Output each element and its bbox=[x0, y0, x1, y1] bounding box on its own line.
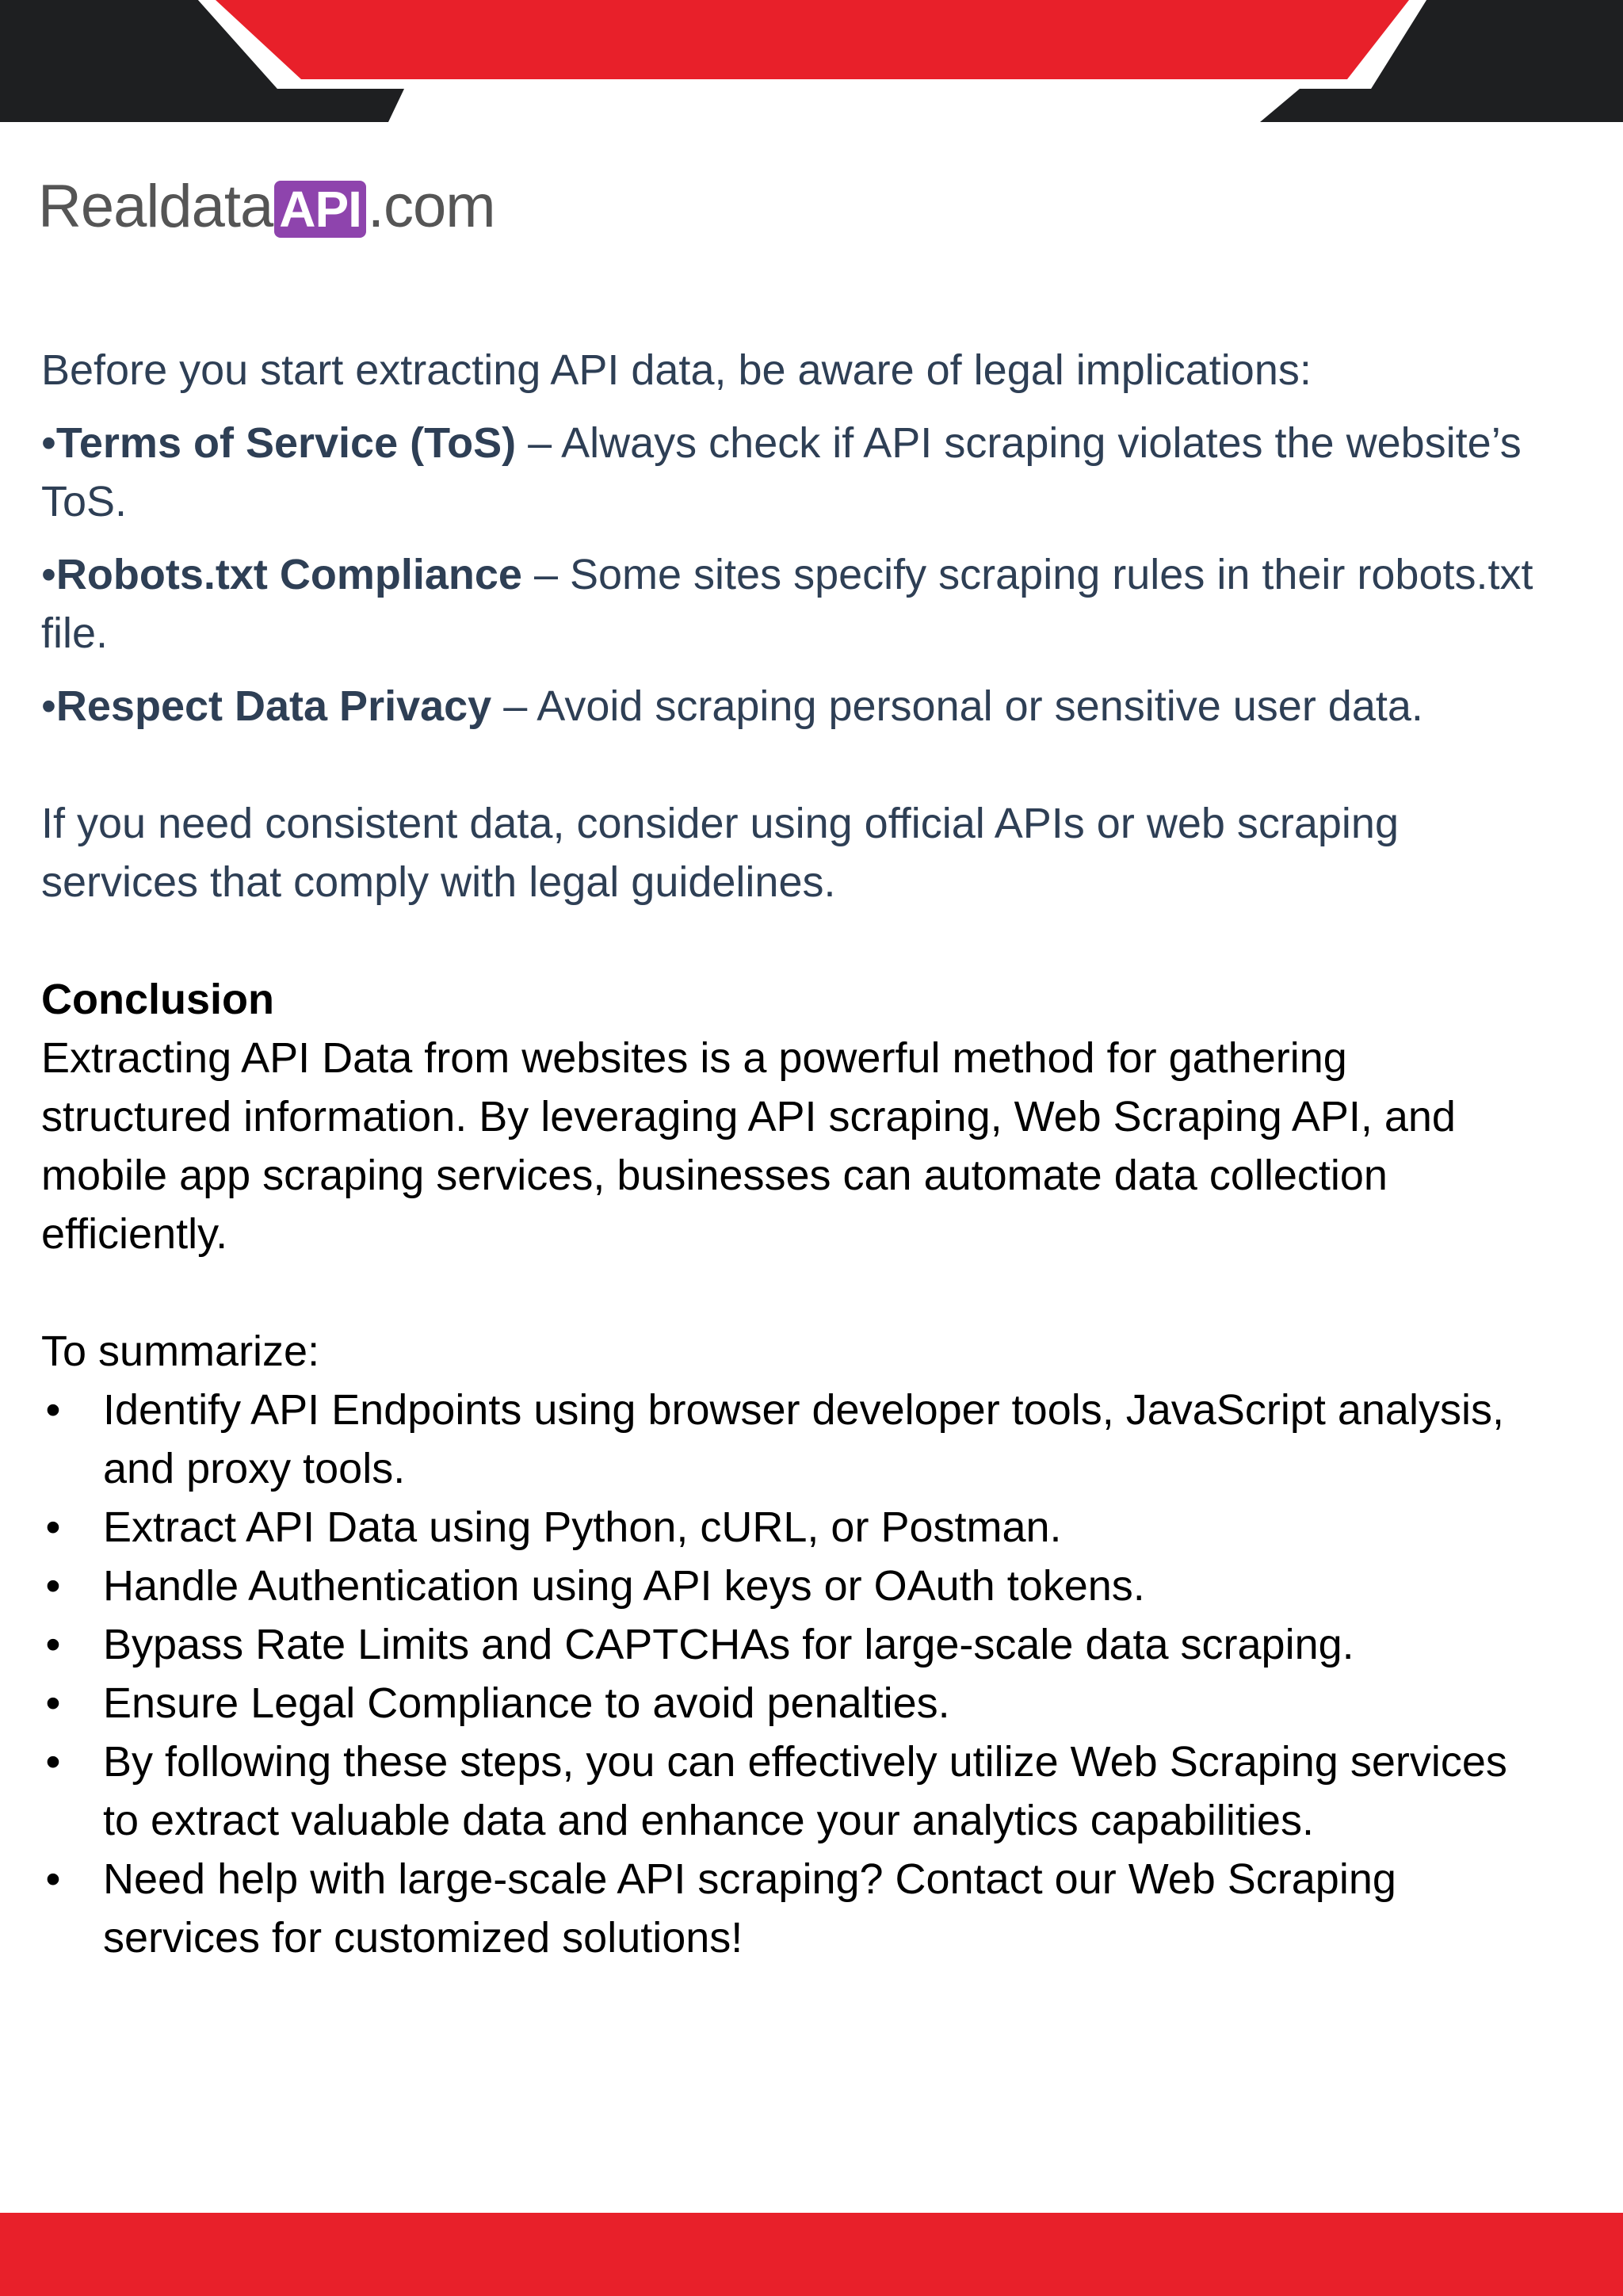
page-content bbox=[41, 341, 1547, 1967]
legal-item-privacy bbox=[41, 677, 1547, 735]
bullet-icon: • bbox=[45, 1386, 61, 1434]
legal-item-text: – Some sites specify scraping rules in their robots.txt file. bbox=[41, 551, 1533, 657]
legal-item-robots bbox=[41, 545, 1547, 663]
bullet-icon: • bbox=[45, 1855, 61, 1903]
summary-item bbox=[41, 1381, 1547, 1498]
legal-item-text: – Always check if API scraping violates the website’s ToS. bbox=[41, 419, 1522, 525]
summary-item bbox=[41, 1498, 1547, 1557]
bullet-icon: • bbox=[45, 1562, 61, 1610]
summary-item bbox=[41, 1557, 1547, 1615]
conclusion-body: Extracting API Data from websites is a powerful method for gathering structured information. By leveraging API scraping, Web Scraping API, and mobile app scraping services, businesses can automate data collection efficiently. bbox=[41, 1034, 1456, 1258]
legal-item-title: Terms of Service (ToS) bbox=[55, 419, 517, 467]
footer-banner bbox=[0, 2213, 1623, 2296]
summary-item bbox=[41, 1850, 1547, 1967]
summary-item-text: Handle Authentication using API keys or OAuth tokens. bbox=[103, 1562, 1145, 1610]
legal-intro: Before you start extracting API data, be aware of legal implications: bbox=[41, 346, 1312, 394]
summary-item-text: By following these steps, you can effectively utilize Web Scraping services to extract valuable data and enhance your analytics capabilities. bbox=[103, 1738, 1507, 1844]
summary-item-text: Extract API Data using Python, cURL, or Postman. bbox=[103, 1503, 1062, 1551]
bullet-icon: • bbox=[45, 1621, 61, 1668]
legal-advice: If you need consistent data, consider using official APIs or web scraping services that comply with legal guidelines. bbox=[41, 800, 1399, 906]
logo-api-badge: API bbox=[274, 181, 366, 238]
realdataapi-logo bbox=[38, 166, 495, 246]
legal-item-bullet: • bbox=[41, 682, 56, 730]
logo-prefix: Realdata bbox=[38, 172, 273, 240]
conclusion-heading: Conclusion bbox=[41, 976, 274, 1023]
summary-item bbox=[41, 1615, 1547, 1674]
summary-item-text: Need help with large-scale API scraping? Contact our Web Scraping services for customized solutions! bbox=[103, 1855, 1396, 1962]
bullet-icon: • bbox=[45, 1738, 61, 1786]
legal-item-bullet: • bbox=[41, 551, 56, 598]
summary-item-text: Identify API Endpoints using browser developer tools, JavaScript analysis, and proxy tools. bbox=[103, 1386, 1504, 1492]
bullet-icon: • bbox=[45, 1503, 61, 1551]
legal-item-bullet: • bbox=[41, 419, 56, 467]
summary-intro: To summarize: bbox=[41, 1328, 320, 1375]
legal-item-text: – Avoid scraping personal or sensitive user data. bbox=[491, 682, 1423, 730]
summary-item bbox=[41, 1674, 1547, 1733]
summary-item bbox=[41, 1733, 1547, 1850]
header-banner bbox=[0, 0, 1623, 127]
logo-suffix: .com bbox=[367, 172, 495, 240]
summary-item-text: Bypass Rate Limits and CAPTCHAs for large-scale data scraping. bbox=[103, 1621, 1354, 1668]
legal-item-title: Respect Data Privacy bbox=[55, 682, 492, 730]
legal-item-tos bbox=[41, 414, 1547, 531]
legal-item-title: Robots.txt Compliance bbox=[55, 551, 522, 598]
summary-item-text: Ensure Legal Compliance to avoid penalties. bbox=[103, 1679, 950, 1727]
bullet-icon: • bbox=[45, 1679, 61, 1727]
summary-list bbox=[41, 1381, 1547, 1967]
